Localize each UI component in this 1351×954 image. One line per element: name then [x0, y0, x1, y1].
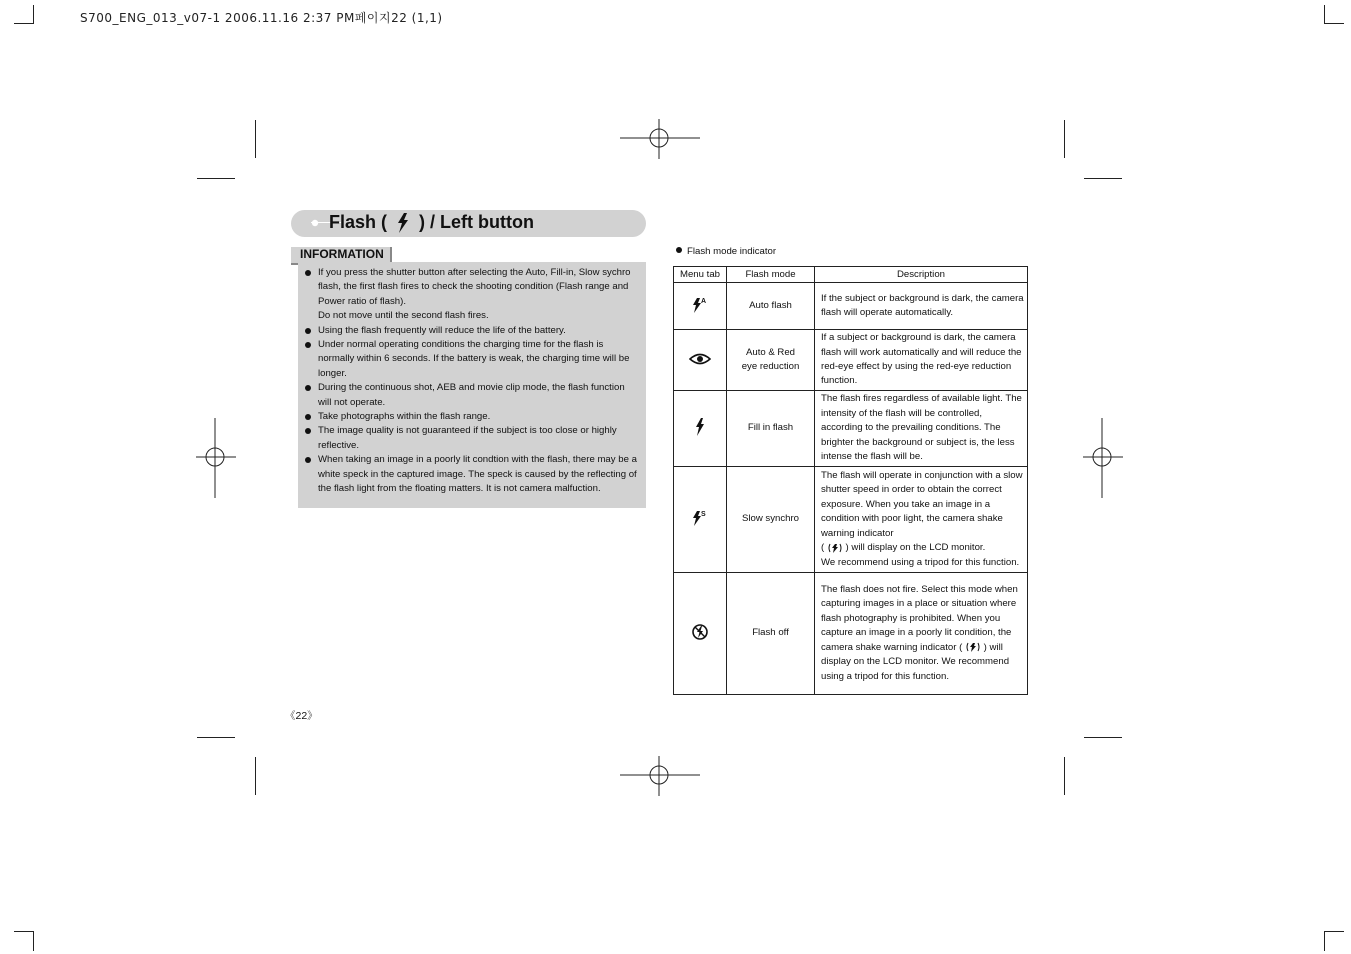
- svg-text:A: A: [701, 297, 707, 305]
- flash-mode-cell: Fill in flash: [727, 391, 815, 467]
- table-row: [674, 467, 1028, 573]
- table-row: [674, 391, 1028, 467]
- crop-mark: [1324, 931, 1344, 932]
- camera-shake-icon: [827, 542, 843, 554]
- trim-mark: [1084, 178, 1122, 179]
- info-item-text: During the continuous shot, AEB and movie clip mode, the flash function will not operate.: [318, 382, 625, 408]
- trim-mark: [255, 757, 256, 795]
- bullet-icon: [305, 342, 311, 348]
- menu-tab-cell: [674, 283, 727, 330]
- camera-shake-icon: [965, 641, 981, 653]
- fill-flash-icon: [694, 418, 706, 436]
- table-header-row: [674, 267, 1028, 283]
- description-text: The flash will operate in conjunction with a slow shutter speed in order to obtain the correct exposure. When you take an image in a condition with poor light, the camera shake warning indicator: [821, 470, 1023, 539]
- title-bar-dot-icon: [311, 219, 321, 227]
- description-cell: The flash fires regardless of available light. The intensity of the flash will be controlled, according to the prevailing conditions. The brighter the background or subject is, the less intense the flash will be.: [815, 391, 1028, 467]
- slow-synchro-icon: [691, 508, 709, 528]
- info-item-text: Take photographs within the flash range.: [318, 411, 491, 423]
- info-item-text: Do not move until the second flash fires.: [318, 310, 489, 322]
- flash-icon: [395, 213, 411, 233]
- table-row: [674, 330, 1028, 391]
- crop-mark: [14, 23, 34, 24]
- info-item-text: The image quality is not guaranteed if the subject is too close or highly reflective.: [318, 425, 617, 451]
- registration-mark: [620, 756, 700, 796]
- registration-mark: [1083, 418, 1123, 498]
- crop-mark: [1324, 5, 1325, 23]
- indicator-label-text: Flash mode indicator: [687, 246, 777, 257]
- menu-tab-cell: [674, 391, 727, 467]
- flash-mode-indicator-label: [676, 246, 776, 257]
- info-item: [318, 410, 638, 424]
- page-title: [329, 212, 534, 233]
- information-tab-label: INFORMATION: [300, 247, 384, 261]
- flash-off-icon: [691, 623, 709, 641]
- trim-mark: [197, 178, 235, 179]
- trim-mark: [1064, 757, 1065, 795]
- column-header-menu-tab: Menu tab: [674, 267, 727, 283]
- flash-mode-table: [673, 266, 1028, 695]
- crop-mark: [14, 931, 34, 932]
- title-prefix: Flash (: [329, 212, 388, 232]
- bullet-icon: [305, 385, 311, 391]
- crop-mark: [1324, 23, 1344, 24]
- title-suffix: ) / Left button: [419, 212, 535, 232]
- description-text: ) will display on the LCD monitor. We recommend using a tripod for this function.: [821, 641, 1010, 682]
- registration-mark: [620, 119, 700, 159]
- information-box: [298, 262, 646, 508]
- page-number: 《22》: [285, 710, 318, 722]
- bullet-icon: [305, 428, 311, 434]
- flash-mode-cell: Auto flash: [727, 283, 815, 330]
- bullet-icon: [305, 457, 311, 463]
- info-item-text: If you press the shutter button after selecting the Auto, Fill-in, Slow sychro flash, the first flash fires to check the shooting condition (Flash range and Power ratio of flash).: [318, 267, 631, 307]
- crop-mark: [33, 5, 34, 23]
- description-cell: [815, 573, 1028, 695]
- description-cell: If the subject or background is dark, the camera flash will operate automatically.: [815, 283, 1028, 330]
- trim-mark: [1084, 737, 1122, 738]
- table-row: [674, 283, 1028, 330]
- flash-mode-cell: Flash off: [727, 573, 815, 695]
- info-item-text: Using the flash frequently will reduce the life of the battery.: [318, 324, 566, 336]
- flash-mode-cell: Slow synchro: [727, 467, 815, 573]
- bullet-icon: [305, 328, 311, 334]
- registration-mark: [196, 418, 236, 498]
- menu-tab-cell: [674, 467, 727, 573]
- description-cell: [815, 467, 1028, 573]
- table-row: [674, 573, 1028, 695]
- info-item-text: Under normal operating conditions the charging time for the flash is normally within 6 seconds. If the battery is weak, the charging time will be longer.: [318, 339, 630, 379]
- menu-tab-cell: [674, 573, 727, 695]
- description-text: ) will display on the LCD monitor.: [842, 542, 986, 554]
- info-item: [318, 338, 638, 381]
- info-item-continued: [318, 309, 638, 323]
- column-header-description: Description: [815, 267, 1028, 283]
- trim-mark: [1064, 120, 1065, 158]
- bullet-icon: [676, 247, 682, 253]
- description-cell: If a subject or background is dark, the camera flash will work automatically and will reduce the red-eye effect by using the red-eye reduction function.: [815, 330, 1028, 391]
- description-text: The flash does not fire. Select this mode when capturing images in a place or situation where flash photography is prohibited. When you capture an image in a poorly lit condition, the camera shake warning indicator (: [821, 584, 1018, 653]
- information-list: [298, 262, 646, 497]
- crop-mark: [1324, 931, 1325, 951]
- trim-mark: [255, 120, 256, 158]
- auto-flash-icon: [691, 295, 709, 315]
- info-item: [318, 266, 638, 309]
- crop-mark: [33, 931, 34, 951]
- info-item: [318, 381, 638, 410]
- description-text: (: [821, 542, 827, 554]
- red-eye-icon: [689, 352, 711, 366]
- trim-mark: [197, 737, 235, 738]
- info-item-text: When taking an image in a poorly lit condtion with the flash, there may be a white speck in the captured image. The speck is caused by the reflecting of the flash light from the floating matters. It is not camera malfuction.: [318, 454, 637, 495]
- bullet-icon: [305, 270, 311, 276]
- svg-text:S: S: [701, 511, 706, 518]
- flash-mode-cell: Auto & Red eye reduction: [727, 330, 815, 391]
- column-header-flash-mode: Flash mode: [727, 267, 815, 283]
- menu-tab-cell: [674, 330, 727, 391]
- print-header: S700_ENG_013_v07-1 2006.11.16 2:37 PM페이지22 (1,1): [80, 11, 443, 25]
- info-item: [318, 453, 638, 496]
- info-item: [318, 324, 638, 338]
- bullet-icon: [305, 414, 311, 420]
- info-item: [318, 424, 638, 453]
- section-title-bar: [291, 210, 646, 237]
- description-text: We recommend using a tripod for this function.: [821, 556, 1020, 568]
